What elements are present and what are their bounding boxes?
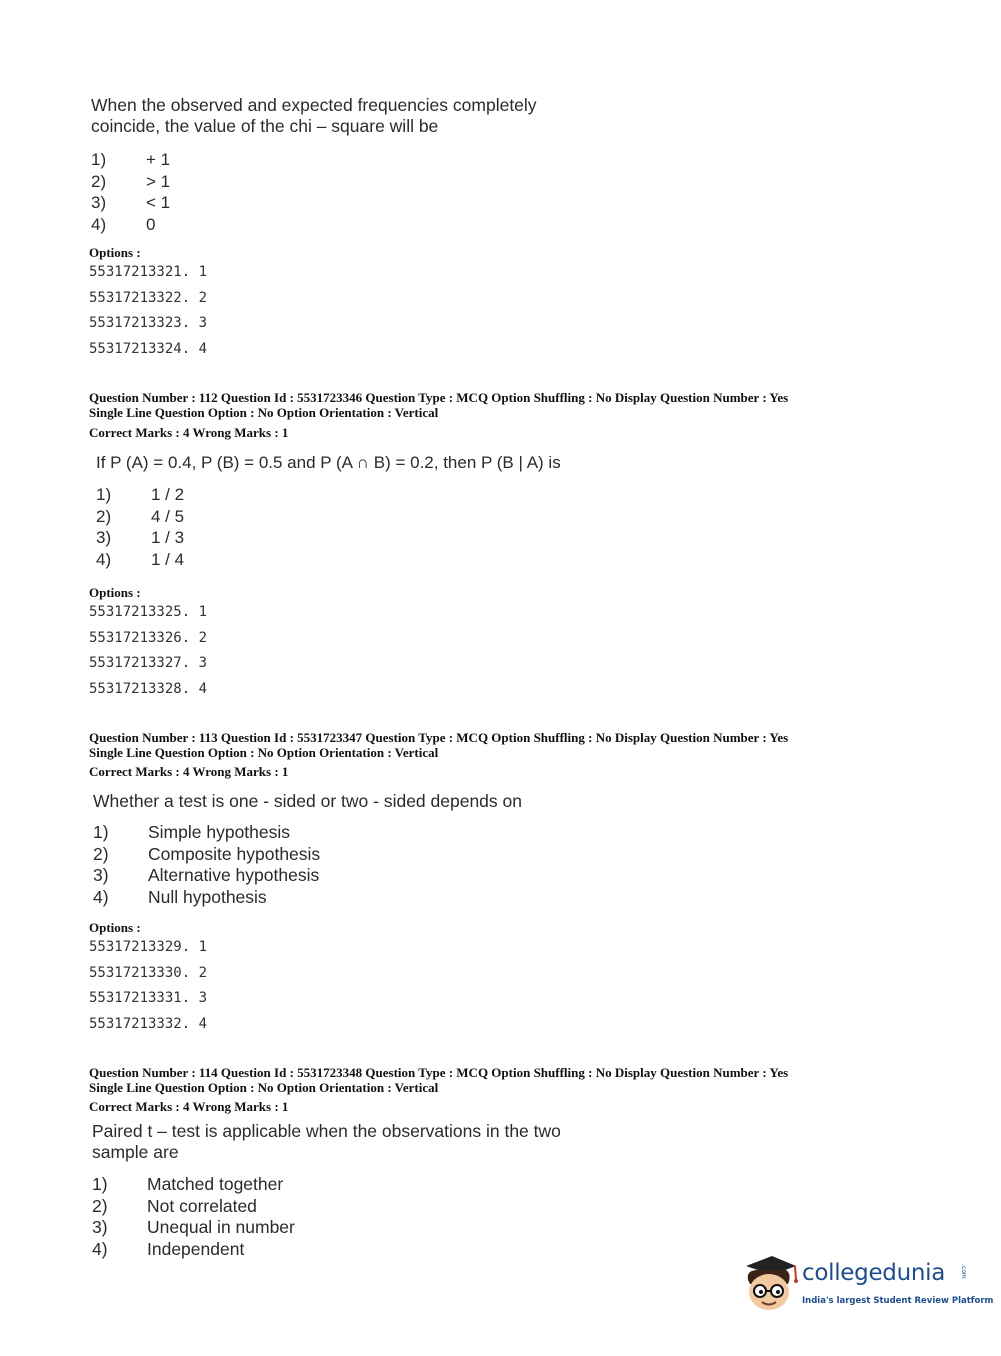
choice-number: 3) <box>93 865 109 885</box>
choice-item <box>92 1174 392 1196</box>
question-112-marks: Correct Marks : 4 Wrong Marks : 1 <box>89 425 289 440</box>
question-113-marks: Correct Marks : 4 Wrong Marks : 1 <box>89 764 289 779</box>
question-114-choices <box>92 1174 392 1260</box>
choice-number: 2) <box>92 1195 108 1216</box>
choice-item <box>91 214 291 236</box>
choice-value: Unequal in number <box>147 1217 295 1237</box>
question-113-choices <box>93 822 393 908</box>
choice-number: 1) <box>91 150 107 169</box>
choice-item <box>93 822 393 844</box>
choice-number: 4) <box>93 886 109 907</box>
choice-value: 0 <box>146 214 156 234</box>
question-text-line: Paired t – test is applicable when the observations in the two <box>92 1121 561 1141</box>
options-list <box>89 935 207 1037</box>
option-id-line: 55317213324. 4 <box>89 340 208 357</box>
question-114-text <box>92 1121 561 1163</box>
choice-value: < 1 <box>146 193 171 212</box>
choice-number: 2) <box>91 171 107 191</box>
question-meta-line: Single Line Question Option : No Option Orientation : Vertical <box>89 405 439 420</box>
option-id-line: 55317213330. 2 <box>89 964 208 981</box>
choice-value: > 1 <box>146 171 171 191</box>
choice-item <box>96 549 296 571</box>
question-113-text: Whether a test is one - sided or two - sided depends on <box>93 791 522 811</box>
choice-value: 1 / 3 <box>151 528 185 547</box>
collegedunia-logo[interactable] <box>738 1248 994 1320</box>
question-meta-line: Question Number : 112 Question Id : 5531723346 Question Type : MCQ Option Shuffling : No Display Question Number : Yes <box>89 390 789 405</box>
question-meta-line: Question Number : 114 Question Id : 5531723348 Question Type : MCQ Option Shuffling : No Display Question Number : Yes <box>89 1065 789 1080</box>
question-text-line: coincide, the value of the chi – square will be <box>91 116 439 136</box>
choice-value: Composite hypothesis <box>148 843 321 864</box>
choice-item <box>91 171 291 193</box>
question-meta-line: Question Number : 113 Question Id : 5531723347 Question Type : MCQ Option Shuffling : No Display Question Number : Yes <box>89 730 789 745</box>
brand-suffix: .com <box>960 1264 967 1279</box>
choice-item <box>96 527 296 549</box>
choice-number: 2) <box>93 843 109 864</box>
choice-item <box>91 192 291 214</box>
choice-item <box>93 887 393 909</box>
question-112-meta <box>89 390 788 420</box>
question-112-text: If P (A) = 0.4, P (B) = 0.5 and P (A ∩ B) = 0.2, then P (B | A) is <box>96 453 561 472</box>
brand-tagline: India's largest Student Review Platform <box>802 1296 994 1306</box>
option-id-line: 55317213332. 4 <box>89 1015 208 1032</box>
choice-number: 2) <box>96 506 112 526</box>
option-id-line: 55317213331. 3 <box>89 990 208 1006</box>
option-id-line: 55317213321. 1 <box>89 264 208 280</box>
question-text-line: sample are <box>92 1142 179 1162</box>
choice-value: Simple hypothesis <box>148 822 291 842</box>
choice-value: Alternative hypothesis <box>148 865 320 885</box>
choice-value: Null hypothesis <box>148 886 267 907</box>
choice-number: 1) <box>92 1174 108 1194</box>
choice-value: 1 / 2 <box>151 485 185 504</box>
choice-number: 3) <box>91 193 107 212</box>
mascot-icon <box>738 1250 800 1316</box>
option-id-line: 55317213323. 3 <box>89 315 208 331</box>
options-label: Options : <box>89 585 141 600</box>
choice-value: + 1 <box>146 150 171 169</box>
choice-item <box>92 1239 392 1261</box>
choice-item <box>93 865 393 887</box>
choice-value: Matched together <box>147 1174 284 1194</box>
options-label: Options : <box>89 920 141 935</box>
question-meta-line: Single Line Question Option : No Option Orientation : Vertical <box>89 1080 439 1095</box>
option-id-line: 55317213326. 2 <box>89 629 208 646</box>
question-111-choices <box>91 149 291 235</box>
choice-item <box>96 506 296 528</box>
question-meta-line: Single Line Question Option : No Option Orientation : Vertical <box>89 745 439 760</box>
choice-number: 4) <box>92 1238 108 1259</box>
choice-number: 4) <box>91 214 107 234</box>
option-id-line: 55317213329. 1 <box>89 939 208 955</box>
question-114-meta <box>89 1065 788 1095</box>
choice-number: 3) <box>92 1217 108 1237</box>
question-113-meta <box>89 730 788 760</box>
choice-value: Not correlated <box>147 1195 257 1216</box>
choice-value: 4 / 5 <box>151 506 185 526</box>
question-114-marks: Correct Marks : 4 Wrong Marks : 1 <box>89 1099 289 1114</box>
choice-item <box>93 844 393 866</box>
choice-item <box>91 149 291 171</box>
option-id-line: 55317213322. 2 <box>89 289 208 306</box>
choice-value: Independent <box>147 1238 245 1259</box>
options-list <box>89 600 207 702</box>
question-111-text <box>91 95 537 137</box>
options-label: Options : <box>89 245 141 260</box>
choice-number: 4) <box>96 549 112 569</box>
choice-value: 1 / 4 <box>151 549 185 569</box>
option-id-line: 55317213325. 1 <box>89 604 208 620</box>
choice-number: 1) <box>93 822 109 842</box>
choice-item <box>92 1196 392 1218</box>
choice-item <box>96 484 296 506</box>
options-list <box>89 260 207 362</box>
option-id-line: 55317213328. 4 <box>89 680 208 697</box>
brand-name: collegedunia <box>802 1260 946 1286</box>
option-id-line: 55317213327. 3 <box>89 655 208 671</box>
choice-number: 3) <box>96 528 112 547</box>
question-text-line: When the observed and expected frequencies completely <box>91 95 537 115</box>
choice-item <box>92 1217 392 1239</box>
question-112-choices <box>96 484 296 570</box>
choice-number: 1) <box>96 485 112 504</box>
